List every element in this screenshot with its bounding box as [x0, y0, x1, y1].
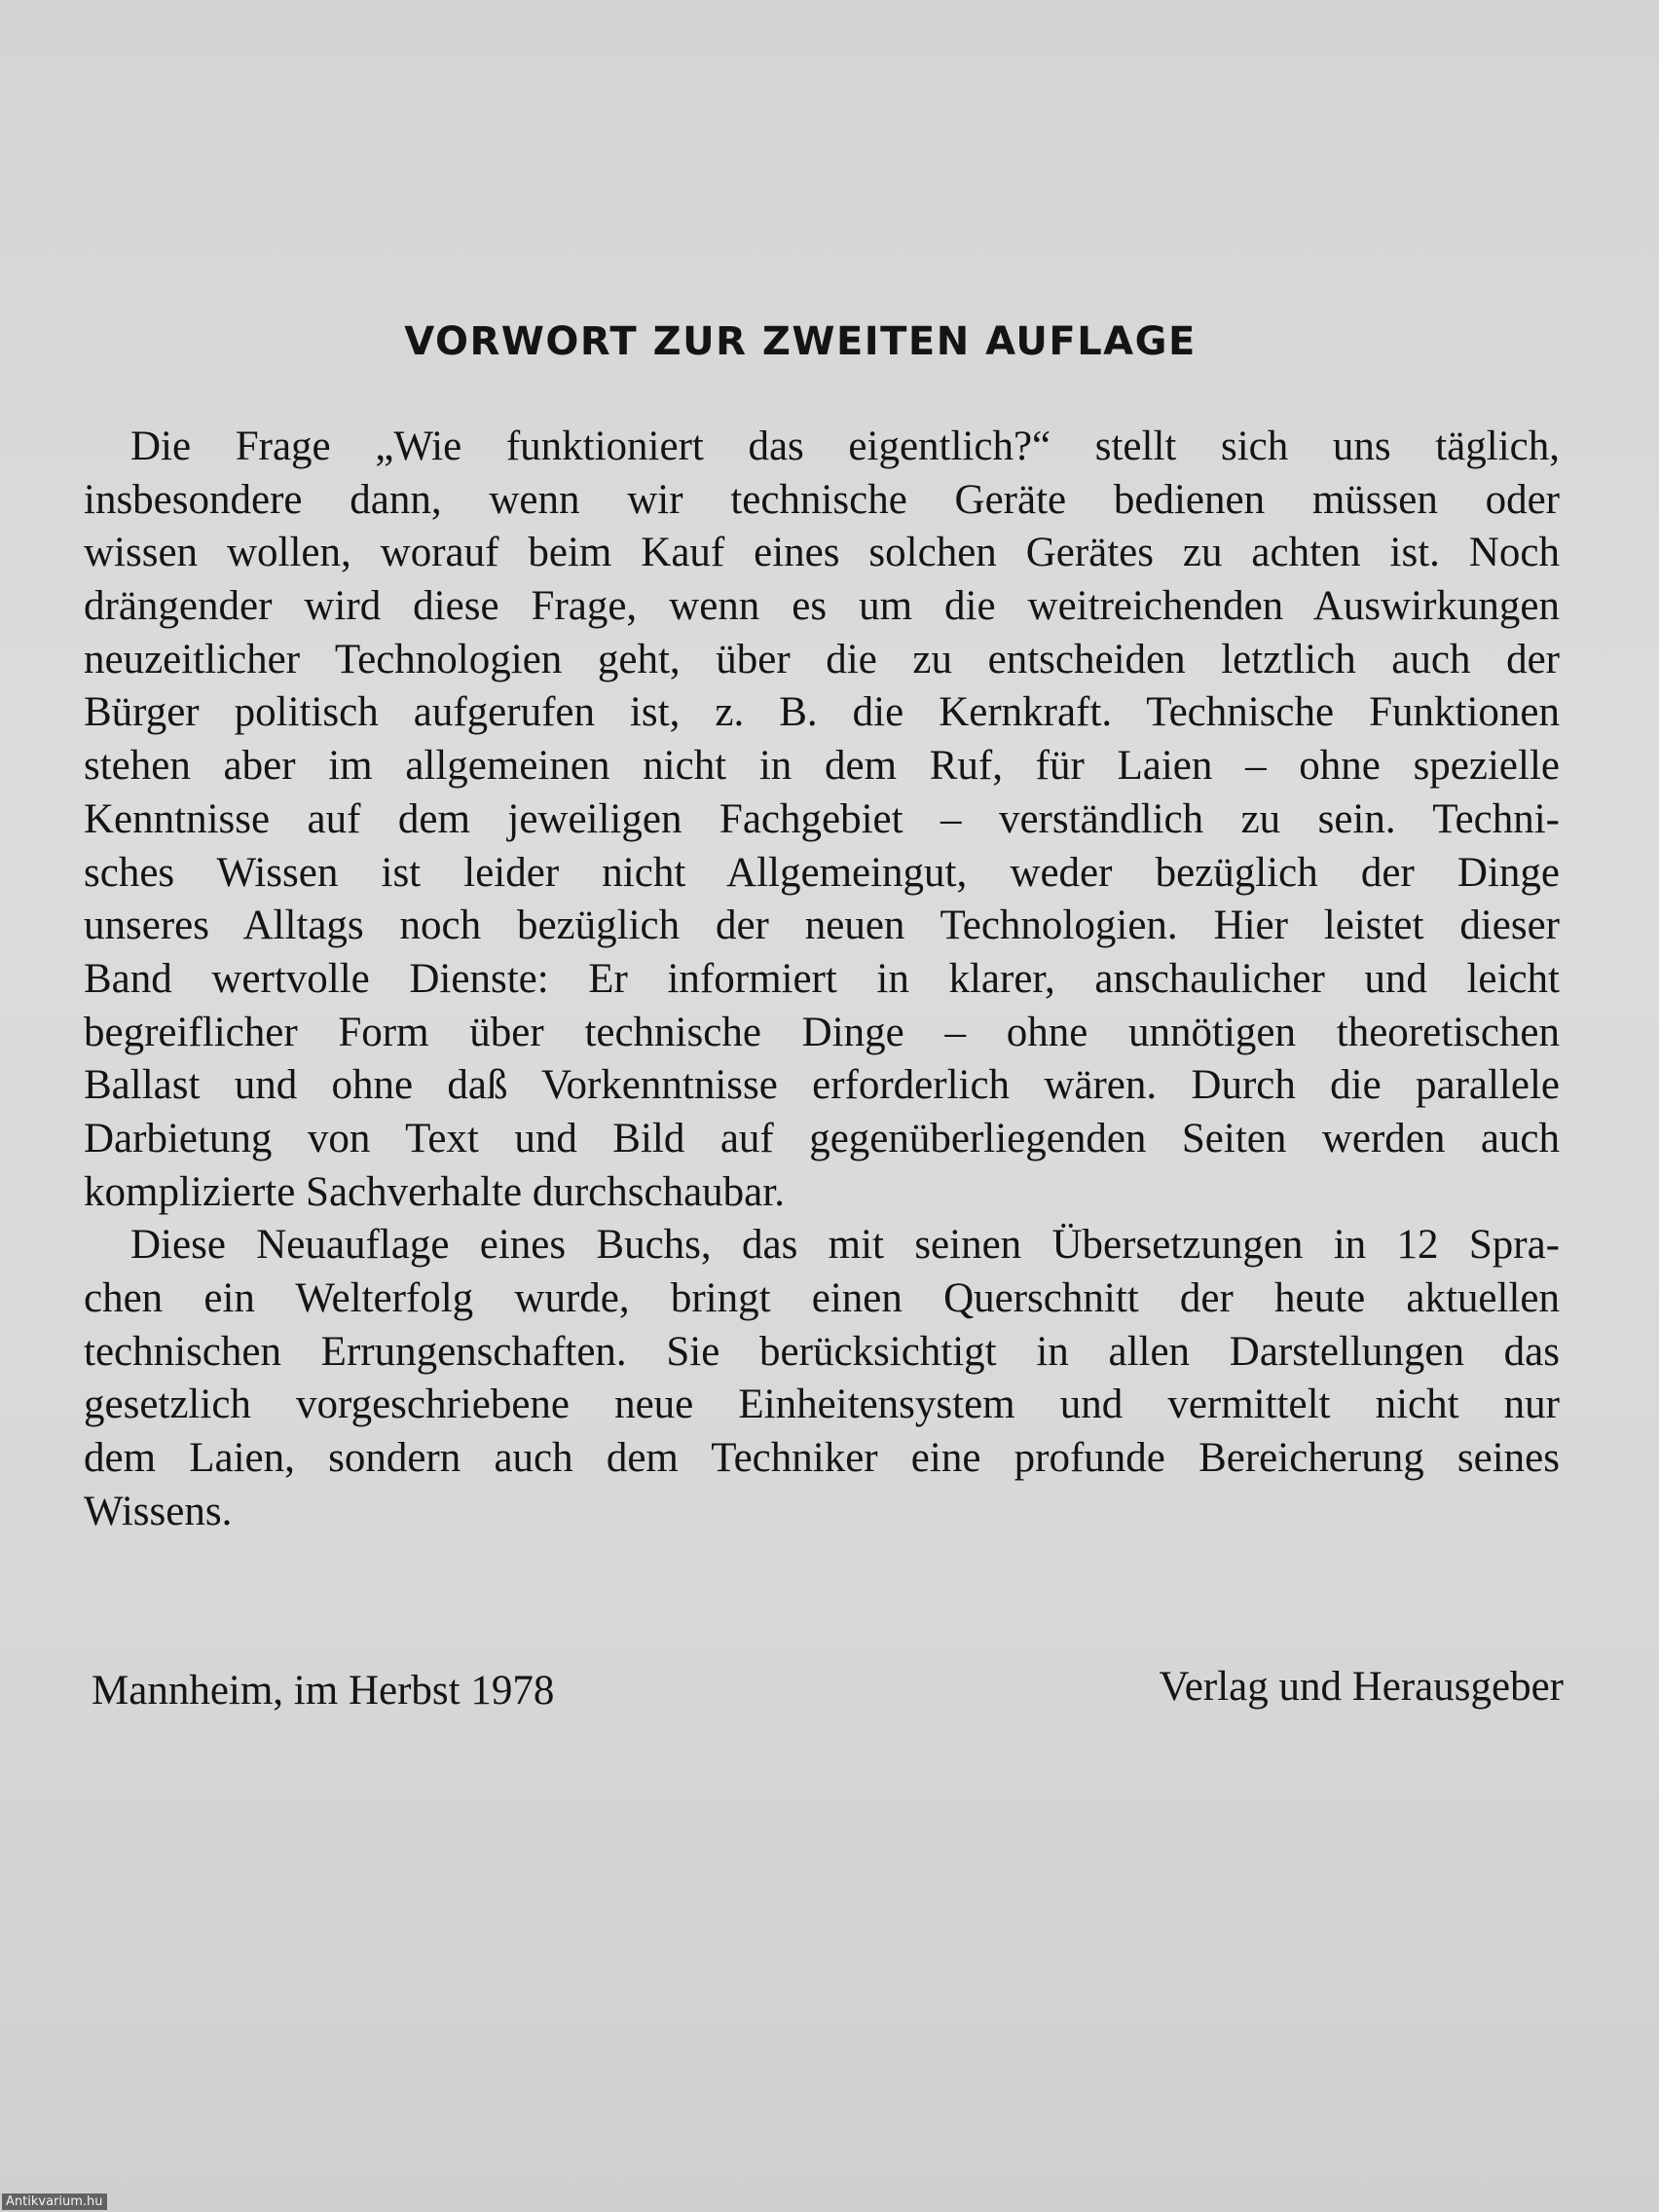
text-line: neuzeitlicher Technologien geht, über die zu entscheiden letztlich auch der	[84, 636, 1560, 682]
preface-body	[84, 421, 1560, 1538]
text-line: begreiflicher Form über technische Dinge – ohne unnötigen theoretischen	[84, 1009, 1560, 1055]
text-line: gesetzlich vorgeschriebene neue Einheitensystem und vermittelt nicht nur	[84, 1382, 1560, 1428]
paragraph-1	[84, 421, 1560, 1219]
text-line: Bürger politisch aufgerufen ist, z. B. die Kernkraft. Technische Funktionen	[84, 689, 1560, 736]
text-line: Kenntnisse auf dem jeweiligen Fachgebiet – verständlich zu sein. Techni-	[84, 795, 1560, 842]
text-line: wissen wollen, worauf beim Kauf eines solchen Gerätes zu achten ist. Noch	[84, 530, 1560, 576]
watermark: Antikvarium.hu	[2, 2194, 107, 2210]
text-line: sches Wissen ist leider nicht Allgemeingut, weder bezüglich der Dinge	[84, 849, 1560, 896]
signature-place-date: Mannheim, im Herbst 1978	[92, 1668, 555, 1714]
text-line: chen ein Welterfolg wurde, bringt einen Querschnitt der heute aktuellen	[84, 1275, 1560, 1321]
text-line: stehen aber im allgemeinen nicht in dem Ruf, für Laien – ohne spezielle	[84, 743, 1560, 790]
text-line: Diese Neuauflage eines Buchs, das mit seinen Übersetzungen in 12 Spra-	[130, 1222, 1560, 1269]
text-line: komplizierte Sachverhalte durchschaubar.	[84, 1168, 785, 1215]
text-line: Wissens.	[84, 1488, 233, 1534]
text-line: Ballast und ohne daß Vorkenntnisse erforderlich wären. Durch die parallele	[84, 1062, 1560, 1109]
signature-authors: Verlag und Herausgeber	[1159, 1664, 1564, 1710]
text-line: insbesondere dann, wenn wir technische Geräte bedienen müssen oder	[84, 476, 1560, 523]
text-line: Darbietung von Text und Bild auf gegenüberliegenden Seiten werden auch	[84, 1115, 1560, 1161]
text-line: Die Frage „Wie funktioniert das eigentlich?“ stellt sich uns täglich,	[130, 424, 1560, 469]
text-line: Band wertvolle Dienste: Er informiert in klarer, anschaulicher und leicht	[84, 955, 1560, 1002]
text-line: technischen Errungenschaften. Sie berücksichtigt in allen Darstellungen das	[84, 1328, 1560, 1375]
text-line: dem Laien, sondern auch dem Techniker eine profunde Bereicherung seines	[84, 1435, 1560, 1482]
text-line: drängender wird diese Frage, wenn es um die weitreichenden Auswirkungen	[84, 583, 1560, 630]
paragraph-2	[84, 1219, 1560, 1538]
page-heading: VORWORT ZUR ZWEITEN AUFLAGE	[404, 319, 1197, 364]
text-line: unseres Alltags noch bezüglich der neuen Technologien. Hier leistet dieser	[84, 903, 1560, 949]
